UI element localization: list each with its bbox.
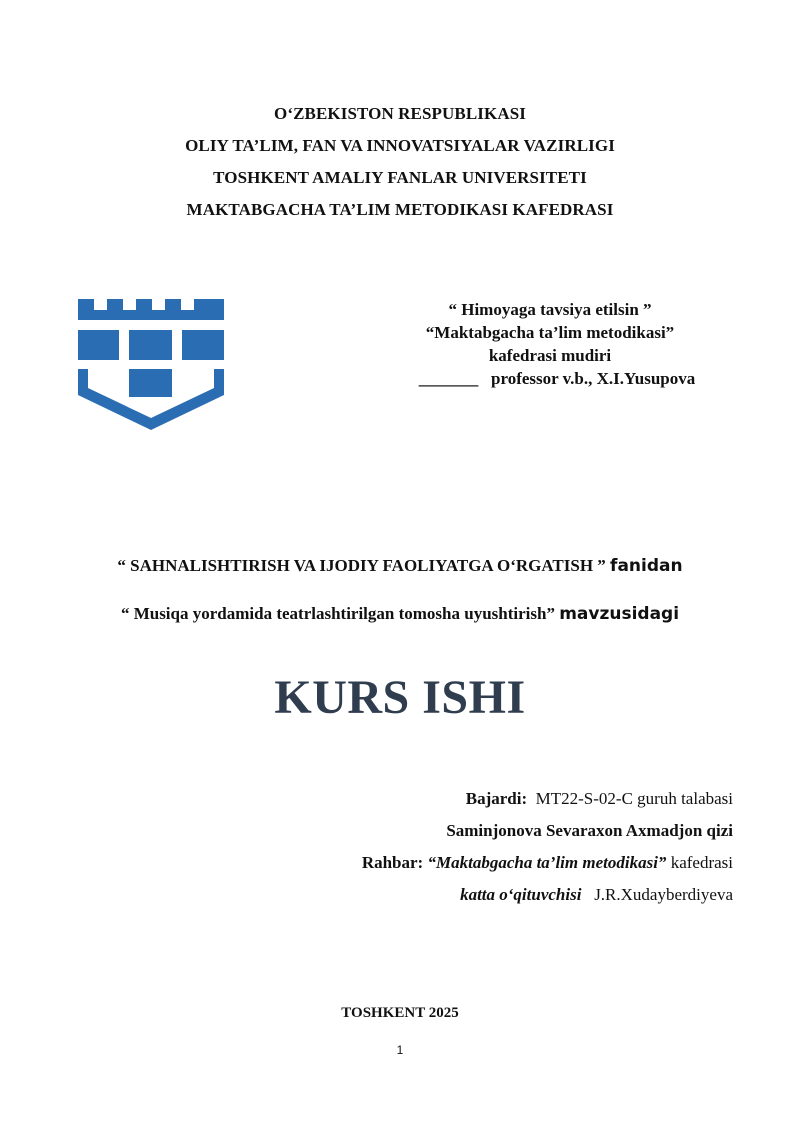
supervisor-line: [362, 853, 733, 873]
author-group: MT22-S-02-C guruh talabasi: [535, 789, 733, 808]
author-label: Bajardi:: [465, 789, 528, 808]
page-number: 1: [396, 1043, 404, 1057]
approval-line-2: “Maktabgacha ta’lim metodikasi”: [425, 323, 675, 342]
author-group-line: [466, 789, 733, 809]
ministry-header-line-3: TOSHKENT AMALIY FANLAR UNIVERSITETI: [213, 168, 587, 187]
approval-signature-line: [380, 367, 720, 390]
city-year: TOSHKENT 2025: [341, 1005, 459, 1021]
approval-signer: professor v.b., X.I.Yusupova: [491, 369, 696, 388]
approval-line-3: kafedrasi mudiri: [488, 346, 612, 365]
supervisor-department-suffix: kafedrasi: [670, 853, 733, 872]
document-title: KURS ISHI: [274, 671, 526, 724]
ministry-header-line-4: MAKTABGACHA TA’LIM METODIKASI KAFEDRASI: [186, 200, 614, 219]
ministry-header-line-1: O‘ZBEKISTON RESPUBLIKASI: [274, 104, 526, 123]
signature-blank: _______: [418, 369, 479, 388]
approval-line-1: “ Himoyaga tavsiya etilsin ”: [448, 300, 652, 319]
course-suffix: fanidan: [610, 556, 683, 576]
course-name: “ SAHNALISHTIRISH VA IJODIY FAOLIYATGA O‘RGATISH ”: [117, 556, 606, 575]
course-subject-line: [0, 556, 800, 576]
author-name: Saminjonova Sevaraxon Axmadjon qizi: [446, 821, 733, 840]
supervisor-position: katta o‘qituvchisi: [460, 885, 582, 904]
topic-line: [0, 604, 800, 624]
university-shield-logo: [76, 297, 226, 432]
supervisor-name: J.R.Xudayberdiyeva: [594, 885, 733, 904]
topic-suffix: mavzusidagi: [559, 604, 680, 624]
supervisor-label: Rahbar:: [361, 853, 424, 872]
supervisor-position-line: [460, 885, 733, 905]
ministry-header-line-2: OLIY TA’LIM, FAN VA INNOVATSIYALAR VAZIRLIGI: [185, 136, 615, 155]
supervisor-department: “Maktabgacha ta’lim metodikasi”: [427, 853, 667, 872]
topic-name: “ Musiqa yordamida teatrlashtirilgan tomosha uyushtirish”: [120, 604, 555, 623]
approval-block: [380, 298, 720, 390]
